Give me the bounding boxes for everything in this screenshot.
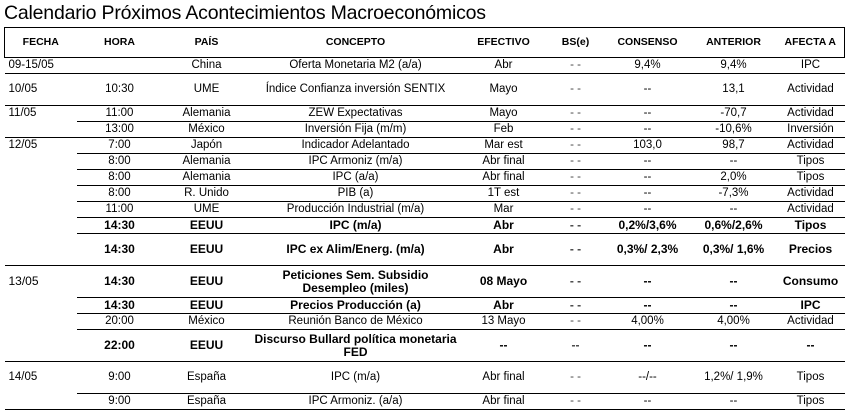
cell-efectivo: 1T est <box>461 186 547 202</box>
cell-hora <box>77 58 163 74</box>
cell-concepto: IPC (a/a) <box>251 170 461 186</box>
cell-afecta: IPC <box>777 298 845 314</box>
cell-hora: 14:30 <box>77 234 163 266</box>
cell-consenso: -- <box>605 186 691 202</box>
cell-fecha: 11/05 <box>5 106 77 122</box>
cell-afecta: Tipos <box>777 218 845 234</box>
cell-pais: R. Unido <box>163 186 251 202</box>
cell-hora: 9:00 <box>77 362 163 394</box>
header-bs: BS(e) <box>547 28 605 58</box>
cell-anterior: 0,3%/ 1,6% <box>691 234 777 266</box>
cell-concepto: Precios Producción (a) <box>251 298 461 314</box>
cell-consenso: 103,0 <box>605 138 691 154</box>
header-concepto: CONCEPTO <box>251 28 461 58</box>
cell-afecta: IPC <box>777 58 845 74</box>
cell-pais: Alemania <box>163 154 251 170</box>
header-fecha: FECHA <box>5 28 77 58</box>
cell-hora: 8:00 <box>77 170 163 186</box>
cell-pais: México <box>163 314 251 330</box>
cell-concepto: IPC ex Alim/Energ. (m/a) <box>251 234 461 266</box>
cell-hora: 10:30 <box>77 74 163 106</box>
cell-fecha: 09-15/05 <box>5 58 77 74</box>
cell-pais: Alemania <box>163 170 251 186</box>
header-pais: PAÍS <box>163 28 251 58</box>
cell-efectivo: Abr <box>461 298 547 314</box>
cell-efectivo: 13 Mayo <box>461 314 547 330</box>
cell-pais: Alemania <box>163 106 251 122</box>
cell-efectivo: Abr final <box>461 170 547 186</box>
table-row <box>5 138 845 154</box>
cell-concepto: IPC (m/a) <box>251 362 461 394</box>
header-afecta: AFECTA A <box>777 28 845 58</box>
cell-bs: - - <box>547 58 605 74</box>
cell-bs: - - <box>547 202 605 218</box>
cell-efectivo: -- <box>461 330 547 362</box>
cell-efectivo: Abr <box>461 218 547 234</box>
cell-hora: 7:00 <box>77 138 163 154</box>
cell-concepto: Indicador Adelantado <box>251 138 461 154</box>
cell-pais: España <box>163 362 251 394</box>
cell-concepto: Discurso Bullard política monetaria FED <box>251 330 461 362</box>
table-row <box>5 106 845 122</box>
cell-anterior: -- <box>691 330 777 362</box>
cell-efectivo: 08 Mayo <box>461 266 547 298</box>
cell-anterior: 4,00% <box>691 314 777 330</box>
cell-concepto: IPC Armoniz. (a/a) <box>251 394 461 410</box>
cell-fecha <box>5 202 77 218</box>
cell-afecta: -- <box>777 330 845 362</box>
calendar-table <box>4 27 845 410</box>
cell-pais: UME <box>163 74 251 106</box>
cell-anterior: -- <box>691 154 777 170</box>
cell-efectivo: Mayo <box>461 74 547 106</box>
table-row <box>5 266 845 298</box>
cell-bs: - - <box>547 266 605 298</box>
cell-pais: México <box>163 122 251 138</box>
cell-fecha <box>5 330 77 362</box>
cell-consenso: -- <box>605 170 691 186</box>
cell-bs: - - <box>547 74 605 106</box>
cell-efectivo: Mar est <box>461 138 547 154</box>
cell-bs: - - <box>547 234 605 266</box>
cell-consenso: -- <box>605 74 691 106</box>
cell-hora: 13:00 <box>77 122 163 138</box>
cell-hora: 8:00 <box>77 186 163 202</box>
cell-afecta: Tipos <box>777 170 845 186</box>
cell-concepto: Reunión Banco de México <box>251 314 461 330</box>
cell-afecta: Actividad <box>777 186 845 202</box>
cell-efectivo: Abr final <box>461 154 547 170</box>
cell-fecha: 14/05 <box>5 362 77 394</box>
cell-bs: - - <box>547 170 605 186</box>
cell-afecta: Precios <box>777 234 845 266</box>
cell-consenso: -- <box>605 106 691 122</box>
cell-bs: - - <box>547 106 605 122</box>
cell-afecta: Actividad <box>777 138 845 154</box>
cell-consenso: -- <box>605 122 691 138</box>
cell-anterior: -- <box>691 298 777 314</box>
cell-afecta: Actividad <box>777 202 845 218</box>
cell-fecha <box>5 218 77 234</box>
cell-consenso: 0,3%/ 2,3% <box>605 234 691 266</box>
cell-bs: - - <box>547 298 605 314</box>
table-row <box>5 154 845 170</box>
cell-anterior: -- <box>691 202 777 218</box>
cell-concepto: Inversión Fija (m/m) <box>251 122 461 138</box>
cell-anterior: -7,3% <box>691 186 777 202</box>
cell-anterior: 1,2%/ 1,9% <box>691 362 777 394</box>
table-row <box>5 314 845 330</box>
cell-bs: - - <box>547 186 605 202</box>
cell-bs: - - <box>547 138 605 154</box>
table-row <box>5 186 845 202</box>
table-row <box>5 394 845 410</box>
cell-pais: EEUU <box>163 266 251 298</box>
cell-efectivo: Mayo <box>461 106 547 122</box>
header-row <box>5 28 845 58</box>
cell-efectivo: Abr final <box>461 362 547 394</box>
table-row <box>5 330 845 362</box>
table-row <box>5 74 845 106</box>
cell-anterior: -70,7 <box>691 106 777 122</box>
page-title: Calendario Próximos Acontecimientos Macroeconómicos <box>4 2 486 24</box>
cell-hora: 9:00 <box>77 394 163 410</box>
cell-consenso: --/-- <box>605 362 691 394</box>
cell-afecta: Tipos <box>777 154 845 170</box>
cell-fecha: 12/05 <box>5 138 77 154</box>
cell-fecha <box>5 234 77 266</box>
cell-pais: EEUU <box>163 298 251 314</box>
cell-fecha <box>5 186 77 202</box>
cell-pais: EEUU <box>163 234 251 266</box>
cell-consenso: -- <box>605 330 691 362</box>
cell-bs: - - <box>547 362 605 394</box>
cell-fecha <box>5 394 77 410</box>
cell-anterior: 98,7 <box>691 138 777 154</box>
table-row <box>5 362 845 394</box>
cell-consenso: -- <box>605 154 691 170</box>
cell-pais: Japón <box>163 138 251 154</box>
cell-afecta: Consumo <box>777 266 845 298</box>
table-row <box>5 170 845 186</box>
cell-fecha: 10/05 <box>5 74 77 106</box>
cell-concepto: Producción Industrial (m/a) <box>251 202 461 218</box>
cell-bs: - - <box>547 314 605 330</box>
cell-bs: -- <box>547 330 605 362</box>
cell-concepto: Índice Confianza inversión SENTIX <box>251 74 461 106</box>
table-row <box>5 298 845 314</box>
cell-fecha <box>5 122 77 138</box>
cell-afecta: Tipos <box>777 394 845 410</box>
cell-afecta: Actividad <box>777 314 845 330</box>
cell-bs: - - <box>547 122 605 138</box>
cell-fecha: 13/05 <box>5 266 77 298</box>
cell-bs: - - <box>547 154 605 170</box>
cell-hora: 11:00 <box>77 106 163 122</box>
cell-consenso: 4,00% <box>605 314 691 330</box>
cell-anterior: 2,0% <box>691 170 777 186</box>
cell-pais: EEUU <box>163 330 251 362</box>
table-row <box>5 122 845 138</box>
cell-afecta: Inversión <box>777 122 845 138</box>
cell-fecha <box>5 298 77 314</box>
cell-hora: 8:00 <box>77 154 163 170</box>
cell-hora: 11:00 <box>77 202 163 218</box>
cell-afecta: Tipos <box>777 362 845 394</box>
cell-bs: - - <box>547 218 605 234</box>
cell-bs: - - <box>547 394 605 410</box>
cell-efectivo: Mar <box>461 202 547 218</box>
cell-pais: UME <box>163 202 251 218</box>
cell-hora: 20:00 <box>77 314 163 330</box>
table-row <box>5 58 845 74</box>
cell-concepto: Oferta Monetaria M2 (a/a) <box>251 58 461 74</box>
cell-concepto: IPC (m/a) <box>251 218 461 234</box>
cell-anterior: -- <box>691 266 777 298</box>
cell-afecta: Actividad <box>777 106 845 122</box>
cell-efectivo: Abr <box>461 234 547 266</box>
cell-consenso: -- <box>605 266 691 298</box>
cell-hora: 22:00 <box>77 330 163 362</box>
cell-pais: China <box>163 58 251 74</box>
cell-concepto: IPC Armoniz (m/a) <box>251 154 461 170</box>
cell-pais: España <box>163 394 251 410</box>
cell-anterior: 13,1 <box>691 74 777 106</box>
header-hora: HORA <box>77 28 163 58</box>
cell-consenso: -- <box>605 394 691 410</box>
cell-consenso: -- <box>605 298 691 314</box>
header-anterior: ANTERIOR <box>691 28 777 58</box>
cell-hora: 14:30 <box>77 266 163 298</box>
cell-efectivo: Abr <box>461 58 547 74</box>
cell-consenso: 9,4% <box>605 58 691 74</box>
cell-efectivo: Abr final <box>461 394 547 410</box>
cell-anterior: -10,6% <box>691 122 777 138</box>
cell-concepto: ZEW Expectativas <box>251 106 461 122</box>
table-row <box>5 202 845 218</box>
cell-pais: EEUU <box>163 218 251 234</box>
cell-concepto: PIB (a) <box>251 186 461 202</box>
cell-anterior: 0,6%/2,6% <box>691 218 777 234</box>
cell-fecha <box>5 314 77 330</box>
cell-anterior: -- <box>691 394 777 410</box>
cell-hora: 14:30 <box>77 298 163 314</box>
cell-afecta: Actividad <box>777 74 845 106</box>
cell-fecha <box>5 170 77 186</box>
cell-consenso: -- <box>605 202 691 218</box>
cell-consenso: 0,2%/3,6% <box>605 218 691 234</box>
header-efectivo: EFECTIVO <box>461 28 547 58</box>
cell-hora: 14:30 <box>77 218 163 234</box>
table-row <box>5 218 845 234</box>
cell-anterior: 9,4% <box>691 58 777 74</box>
cell-concepto: Peticiones Sem. Subsidio Desempleo (miles) <box>251 266 461 298</box>
table-row <box>5 234 845 266</box>
cell-efectivo: Feb <box>461 122 547 138</box>
cell-fecha <box>5 154 77 170</box>
header-consenso: CONSENSO <box>605 28 691 58</box>
